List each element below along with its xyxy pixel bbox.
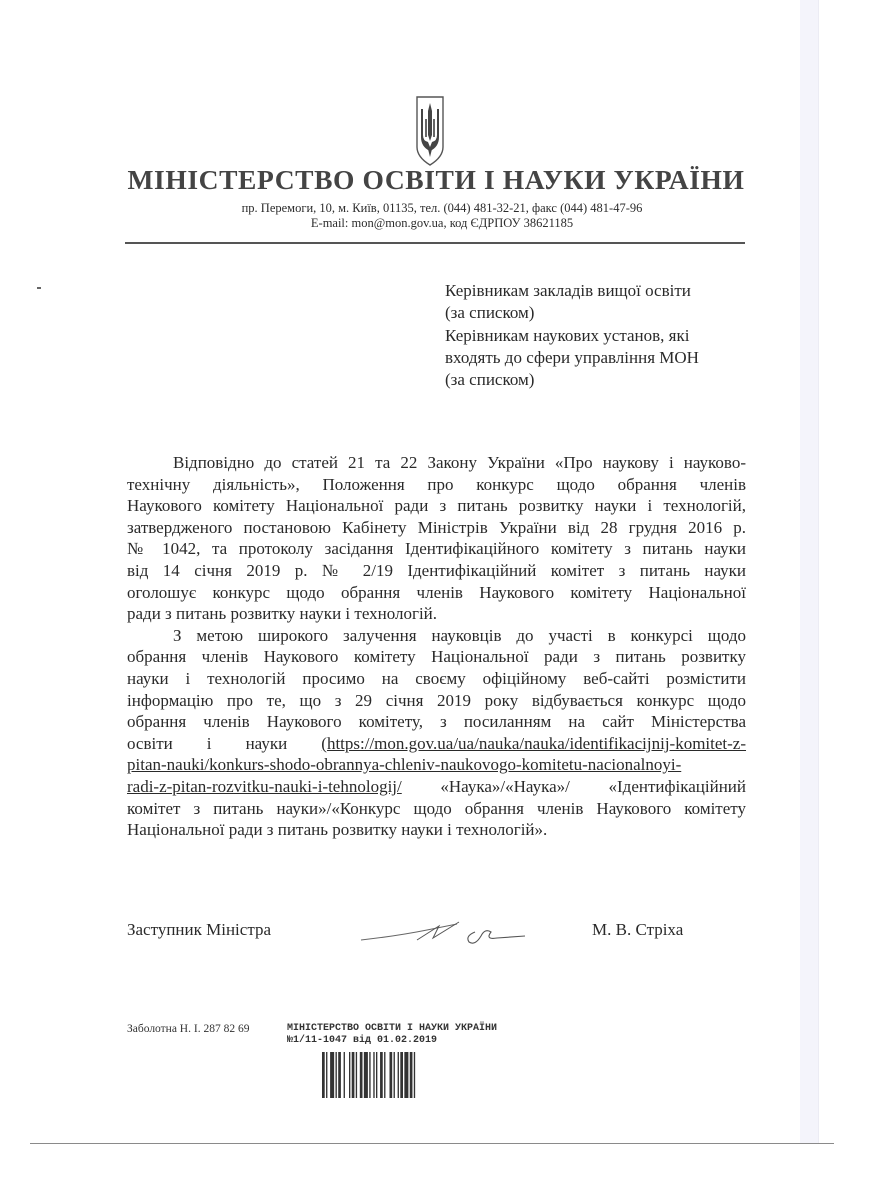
- body-line: інформацію про те, що з 29 січня 2019 року відбувається конкурс щодо: [127, 690, 746, 710]
- signature-block: [127, 920, 747, 944]
- barcode-bar: [356, 1052, 357, 1098]
- ministry-page-link[interactable]: (https://mon.gov.ua/ua/nauka/nauka/identifikacijnij-komitet-z-: [321, 733, 747, 753]
- letter-body: [127, 452, 746, 841]
- registration-stamp: [287, 1023, 497, 1047]
- body-line: Відповідно до статей 21 та 22 Закону України «Про наукову і науково-: [173, 453, 746, 472]
- barcode-bar: [380, 1052, 383, 1098]
- barcode-bar: [410, 1052, 413, 1098]
- barcode-bar: [376, 1052, 377, 1098]
- body-line: технічну діяльність», Положення про конкурс щодо обрання членів: [127, 474, 746, 494]
- body-line-with-link: [127, 754, 746, 776]
- barcode-bar: [390, 1052, 393, 1098]
- barcode-bar: [373, 1052, 374, 1098]
- body-line: Національної ради з питань розвитку науки і технологій».: [127, 820, 548, 840]
- scan-speck: [37, 287, 41, 289]
- barcode-bar: [352, 1052, 355, 1098]
- body-line: обрання членів Наукового комітету, з посиланням на сайт Міністерства: [127, 712, 746, 732]
- barcode-bar: [322, 1052, 325, 1098]
- barcode-bar: [360, 1052, 363, 1098]
- barcode-bar: [394, 1052, 395, 1098]
- barcode-bar: [326, 1052, 327, 1098]
- barcode-bar: [384, 1052, 385, 1098]
- address-line: пр. Перемоги, 10, м. Київ, 01135, тел. (044) 481-32-21, факс (044) 481-47-96: [241, 201, 643, 215]
- body-line: Наукового комітету Національної ради з питань розвитку науки і технологій,: [127, 496, 746, 516]
- barcode-icon: [322, 1052, 470, 1098]
- body-line: науки і технологій просимо на своєму офіційному веб-сайті розмістити: [127, 668, 746, 688]
- recipient-line: входять до сфери управління МОН: [445, 347, 699, 367]
- barcode-bar: [338, 1052, 341, 1098]
- barcode-bar: [369, 1052, 370, 1098]
- barcode-bar: [336, 1052, 337, 1098]
- barcode-bar: [330, 1052, 334, 1098]
- page-edge-bottom: [30, 1143, 834, 1144]
- body-line: З метою широкого залучення науковців до участі в конкурсі щодо: [173, 625, 746, 645]
- barcode-bar: [404, 1052, 408, 1098]
- letterhead-divider: [125, 242, 745, 244]
- body-line: № 1042, та протоколу засідання Ідентифікаційного комітету з питань науки: [127, 539, 746, 559]
- body-line: від 14 січня 2019 р. № 2/19 Ідентифікаційний комітет з питань науки: [127, 560, 746, 580]
- body-text-fragment: освіти і науки: [127, 733, 288, 753]
- stamp-ministry: МІНІСТЕРСТВО ОСВІТИ І НАУКИ УКРАЇНИ: [287, 1023, 498, 1034]
- body-line: затвердженого постановою Кабінету Міністрів України від 28 грудня 2016 р.: [127, 517, 746, 537]
- contact-line: E-mail: mon@mon.gov.ua, код ЄДРПОУ 38621185: [310, 216, 574, 230]
- executor-contact: Заболотна Н. І. 287 82 69: [127, 1023, 250, 1035]
- recipient-line: (за списком): [445, 370, 535, 390]
- stamp-number-date: №1/11-1047 від 01.02.2019: [287, 1035, 438, 1046]
- ministry-page-link-end[interactable]: radi-z-pitan-rozvitku-nauki-i-tehnologij/: [127, 776, 402, 796]
- body-line: ради з питань розвитку науки і технологій.: [127, 604, 438, 624]
- site-path-text: «Наука»/«Наука»/ «Ідентифікаційний: [440, 776, 746, 796]
- signatory-name: М. В. Стріха: [592, 920, 684, 939]
- recipient-line: (за списком): [445, 303, 535, 323]
- ministry-page-link-continued[interactable]: pitan-nauki/konkurs-shodo-obrannya-chleniv-naukovogo-komitetu-nacionalnoyi-: [127, 755, 682, 775]
- barcode-bar: [398, 1052, 399, 1098]
- barcode-bar: [344, 1052, 345, 1098]
- signatory-position: Заступник Міністра: [127, 920, 272, 939]
- barcode-bar: [414, 1052, 415, 1098]
- recipient-line: Керівникам наукових установ, які: [445, 325, 690, 345]
- ministry-name: МІНІСТЕРСТВО ОСВІТИ І НАУКИ УКРАЇНИ: [127, 164, 745, 195]
- recipient-line: Керівникам закладів вищої освіти: [445, 281, 691, 300]
- body-line: комітет з питань науки»/«Конкурс щодо обрання членів Наукового комітету: [127, 798, 746, 818]
- tryzub-coat-of-arms-icon: [415, 95, 445, 167]
- body-line-with-link: [127, 776, 746, 798]
- body-line: оголошує конкурс щодо обрання членів Наукового комітету Національної: [127, 582, 746, 602]
- handwritten-signature-icon: [357, 910, 527, 950]
- body-line: обрання членів Наукового комітету Національної ради з питань розвитку: [127, 647, 746, 667]
- barcode-bar: [349, 1052, 350, 1098]
- barcode-bar: [364, 1052, 368, 1098]
- body-line-with-link: [127, 733, 746, 755]
- recipients-block: [445, 280, 699, 391]
- barcode-bar: [400, 1052, 403, 1098]
